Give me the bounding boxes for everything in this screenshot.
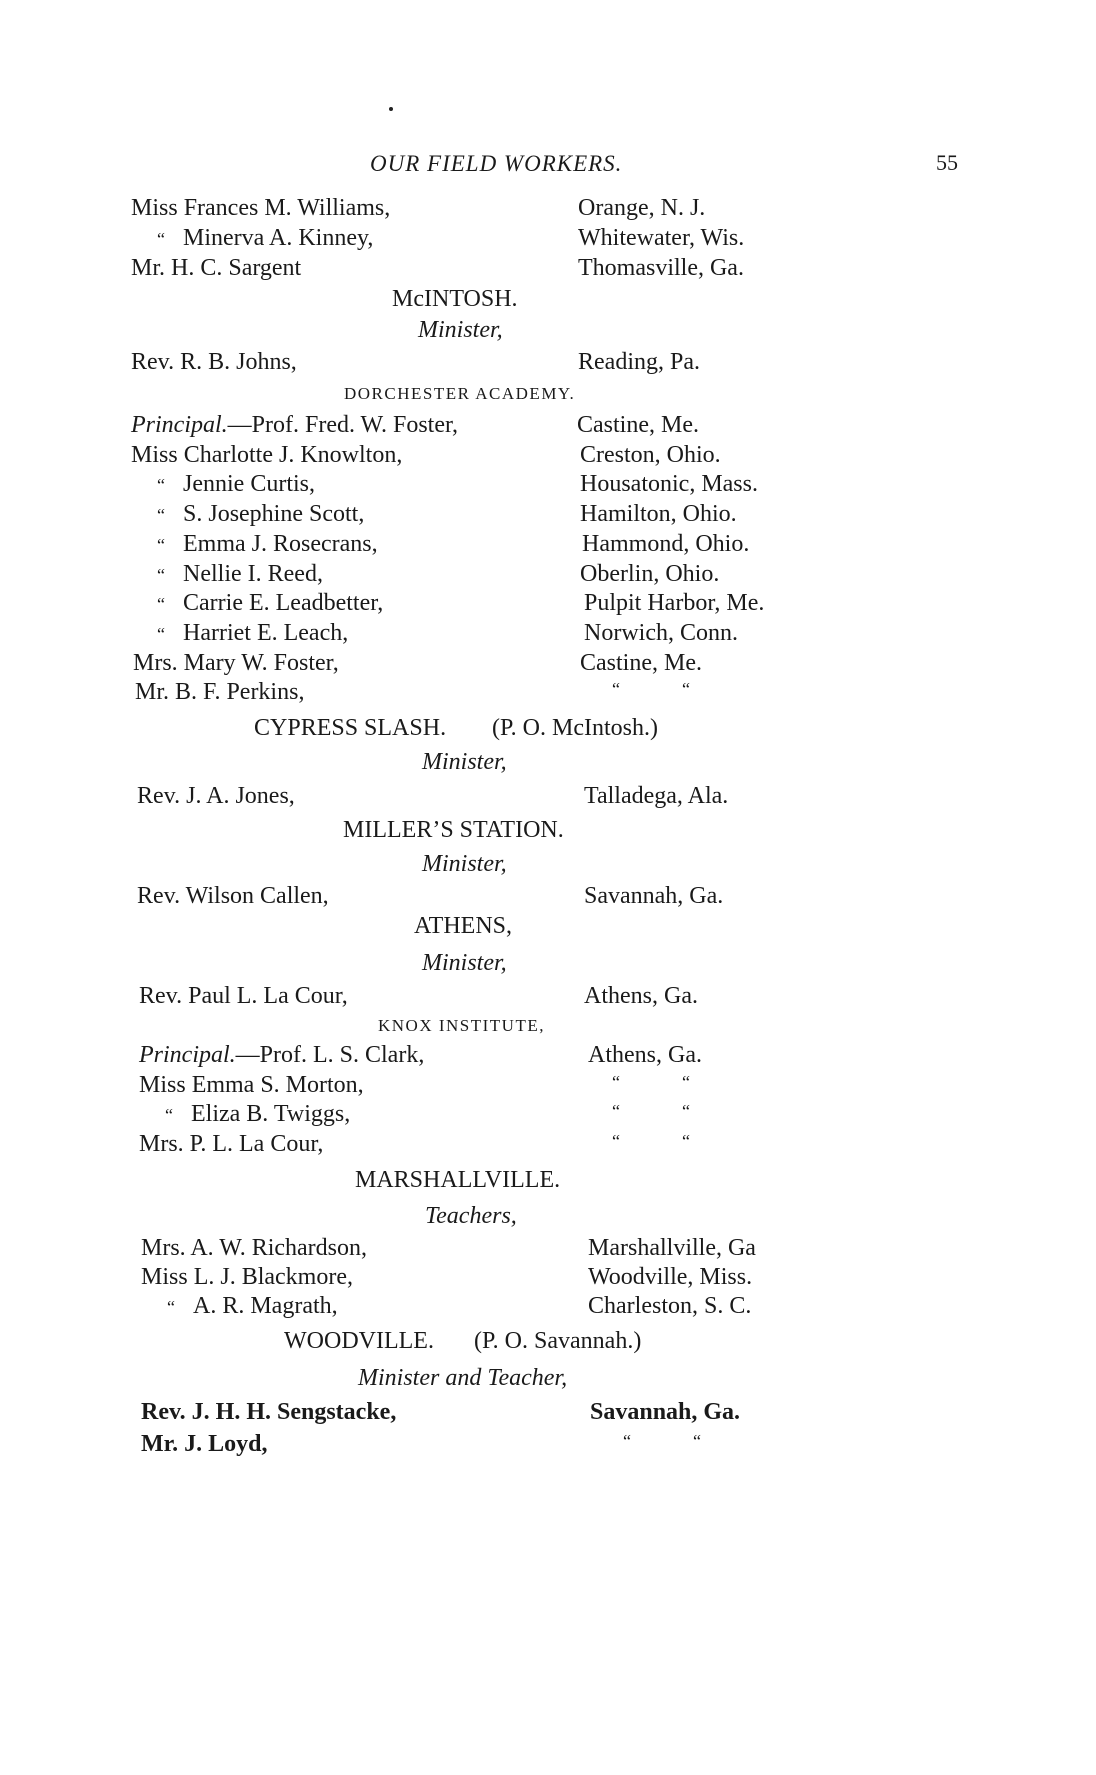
worker-row [0, 784, 1096, 814]
ditto-mark: “ [157, 535, 165, 555]
running-title: OUR FIELD WORKERS. [370, 151, 623, 176]
worker-place: Pulpit Harbor, Me. [584, 590, 765, 616]
ditto-mark: “ [157, 565, 165, 585]
ditto-mark: “ [612, 679, 620, 699]
worker-place: Hammond, Ohio. [582, 531, 750, 557]
worker-row [0, 196, 1096, 226]
role-lead: Principal. [139, 1042, 236, 1068]
ditto-mark: “ [612, 1101, 620, 1121]
worker-name [137, 784, 295, 808]
worker-row [0, 226, 1096, 256]
ditto-mark: “ [167, 1297, 175, 1317]
worker-row [0, 651, 1096, 681]
worker-place: Norwich, Conn. [584, 620, 738, 646]
worker-name [131, 472, 315, 496]
worker-row [0, 413, 1096, 443]
worker-place: Talladega, Ala. [584, 783, 729, 809]
worker-row [0, 1236, 1096, 1266]
worker-row [0, 502, 1096, 532]
worker-name-text: S. Josephine Scott, [183, 501, 365, 527]
worker-name [131, 226, 373, 250]
place-ditto [623, 1432, 701, 1450]
ditto-mark: “ [682, 1101, 690, 1121]
ditto-mark: “ [682, 679, 690, 699]
role-text: Minister, [418, 317, 503, 343]
worker-name-text: Nellie I. Reed, [183, 561, 323, 587]
worker-name [131, 621, 348, 645]
ditto-mark: “ [623, 1431, 631, 1451]
worker-name-text: Miss Frances M. Williams, [131, 195, 391, 221]
worker-name-text: Miss L. J. Blackmore, [141, 1264, 353, 1290]
station-heading: CYPRESS SLASH. [254, 715, 447, 741]
worker-name [131, 532, 378, 556]
worker-name-text: Emma J. Rosecrans, [183, 531, 378, 557]
institution-heading: DORCHESTER ACADEMY. [344, 384, 576, 403]
worker-name [139, 1132, 323, 1156]
worker-name [131, 443, 402, 467]
worker-place: Charleston, S. C. [588, 1293, 752, 1319]
worker-name-text: Minerva A. Kinney, [183, 225, 374, 251]
worker-row [0, 472, 1096, 502]
worker-row [0, 984, 1096, 1014]
place-ditto [612, 1073, 690, 1091]
ditto-mark: “ [612, 1131, 620, 1151]
ditto-mark: “ [157, 505, 165, 525]
worker-name-text: Miss Emma S. Morton, [139, 1072, 364, 1098]
worker-name [131, 413, 458, 437]
worker-place: Creston, Ohio. [580, 442, 721, 468]
worker-name-text: Mr. B. F. Perkins, [135, 679, 305, 705]
role-text: Teachers, [425, 1203, 517, 1229]
role-lead: Principal. [131, 412, 228, 438]
worker-row [0, 591, 1096, 621]
worker-row [0, 1294, 1096, 1324]
ditto-mark: “ [157, 229, 165, 249]
worker-row [0, 884, 1096, 914]
worker-name-text: Mrs. Mary W. Foster, [133, 650, 339, 676]
worker-name-text: Carrie E. Leadbetter, [183, 590, 384, 616]
worker-place: Hamilton, Ohio. [580, 501, 737, 527]
worker-place: Castine, Me. [577, 412, 699, 438]
worker-row [0, 1043, 1096, 1073]
institution-heading: KNOX INSTITUTE, [378, 1016, 545, 1035]
post-office-note: (P. O. Savannah.) [474, 1328, 642, 1354]
worker-name [141, 1294, 338, 1318]
ditto-mark: “ [165, 1105, 173, 1125]
worker-name-text: Mr. H. C. Sargent [131, 255, 302, 281]
worker-row [0, 1432, 1096, 1462]
ditto-mark: “ [682, 1131, 690, 1151]
role-text: Minister, [422, 749, 507, 775]
page-number: 55 [936, 150, 958, 175]
station-heading: McINTOSH. [392, 286, 518, 312]
worker-name-text: Harriet E. Leach, [183, 620, 349, 646]
worker-row [0, 621, 1096, 651]
worker-place: Orange, N. J. [578, 195, 706, 221]
worker-name-text: A. R. Magrath, [193, 1293, 338, 1319]
worker-name [139, 1043, 424, 1067]
place-ditto [612, 1132, 690, 1150]
worker-row [0, 443, 1096, 473]
worker-name [131, 502, 364, 526]
worker-name-text: Eliza B. Twiggs, [191, 1101, 351, 1127]
worker-row [0, 680, 1096, 710]
worker-name [141, 1432, 267, 1456]
worker-name [139, 1102, 350, 1126]
station-heading: MILLER’S STATION. [343, 817, 564, 843]
worker-name-text: —Prof. Fred. W. Foster, [227, 412, 459, 438]
ditto-mark: “ [682, 1072, 690, 1092]
ditto-mark: “ [157, 624, 165, 644]
worker-row [0, 1265, 1096, 1295]
worker-place: Oberlin, Ohio. [580, 561, 720, 587]
worker-row [0, 350, 1096, 380]
worker-row [0, 1400, 1096, 1430]
worker-place: Savannah, Ga. [584, 883, 724, 909]
worker-place: Thomasville, Ga. [578, 255, 744, 281]
worker-name [131, 196, 390, 220]
worker-name-text: Rev. R. B. Johns, [131, 349, 297, 375]
worker-name [131, 256, 301, 280]
worker-row [0, 562, 1096, 592]
worker-place: Woodville, Miss. [588, 1264, 753, 1290]
place-ditto [612, 680, 690, 698]
worker-name-text: Rev. Paul L. La Cour, [139, 983, 348, 1009]
worker-name-text: Miss Charlotte J. Knowlton, [131, 442, 403, 468]
worker-name-text: Rev. J. H. H. Sengstacke, [141, 1399, 397, 1425]
worker-name-text: Rev. J. A. Jones, [137, 783, 295, 809]
worker-name [139, 984, 348, 1008]
worker-row [0, 1073, 1096, 1103]
worker-name [137, 884, 329, 908]
worker-name [135, 680, 304, 704]
worker-name-text: —Prof. L. S. Clark, [235, 1042, 425, 1068]
worker-name [131, 350, 297, 374]
worker-name-text: Mrs. P. L. La Cour, [139, 1131, 324, 1157]
worker-place: Athens, Ga. [588, 1042, 702, 1068]
ditto-mark: “ [693, 1431, 701, 1451]
worker-row [0, 1132, 1096, 1162]
worker-row [0, 1102, 1096, 1132]
role-text: Minister, [422, 950, 507, 976]
worker-name [141, 1265, 353, 1289]
worker-place: Castine, Me. [580, 650, 702, 676]
worker-row [0, 532, 1096, 562]
ditto-mark: “ [612, 1072, 620, 1092]
place-ditto [612, 1102, 690, 1120]
worker-name-text: Mr. J. Loyd, [141, 1431, 268, 1457]
worker-name [141, 1400, 396, 1424]
worker-place: Housatonic, Mass. [580, 471, 758, 497]
station-heading: ATHENS, [414, 913, 513, 939]
worker-name-text: Mrs. A. W. Richardson, [141, 1235, 368, 1261]
worker-name [131, 591, 383, 615]
ditto-mark: “ [157, 594, 165, 614]
worker-name [133, 651, 339, 675]
worker-place: Reading, Pa. [578, 349, 700, 375]
worker-place: Whitewater, Wis. [578, 225, 745, 251]
worker-name-text: Rev. Wilson Callen, [137, 883, 329, 909]
role-text: Minister and Teacher, [358, 1365, 568, 1391]
station-heading: MARSHALLVILLE. [355, 1167, 561, 1193]
worker-place: Athens, Ga. [584, 983, 698, 1009]
station-heading: WOODVILLE. [284, 1328, 434, 1354]
worker-name [131, 562, 323, 586]
print-speck [389, 107, 393, 111]
worker-place: Marshallville, Ga [588, 1235, 756, 1261]
role-text: Minister, [422, 851, 507, 877]
worker-name [141, 1236, 367, 1260]
worker-name [139, 1073, 364, 1097]
worker-name-text: Jennie Curtis, [183, 471, 315, 497]
page-header [0, 152, 1096, 182]
post-office-note: (P. O. McIntosh.) [492, 715, 658, 741]
worker-place: Savannah, Ga. [590, 1399, 741, 1425]
worker-row [0, 256, 1096, 286]
ditto-mark: “ [157, 475, 165, 495]
